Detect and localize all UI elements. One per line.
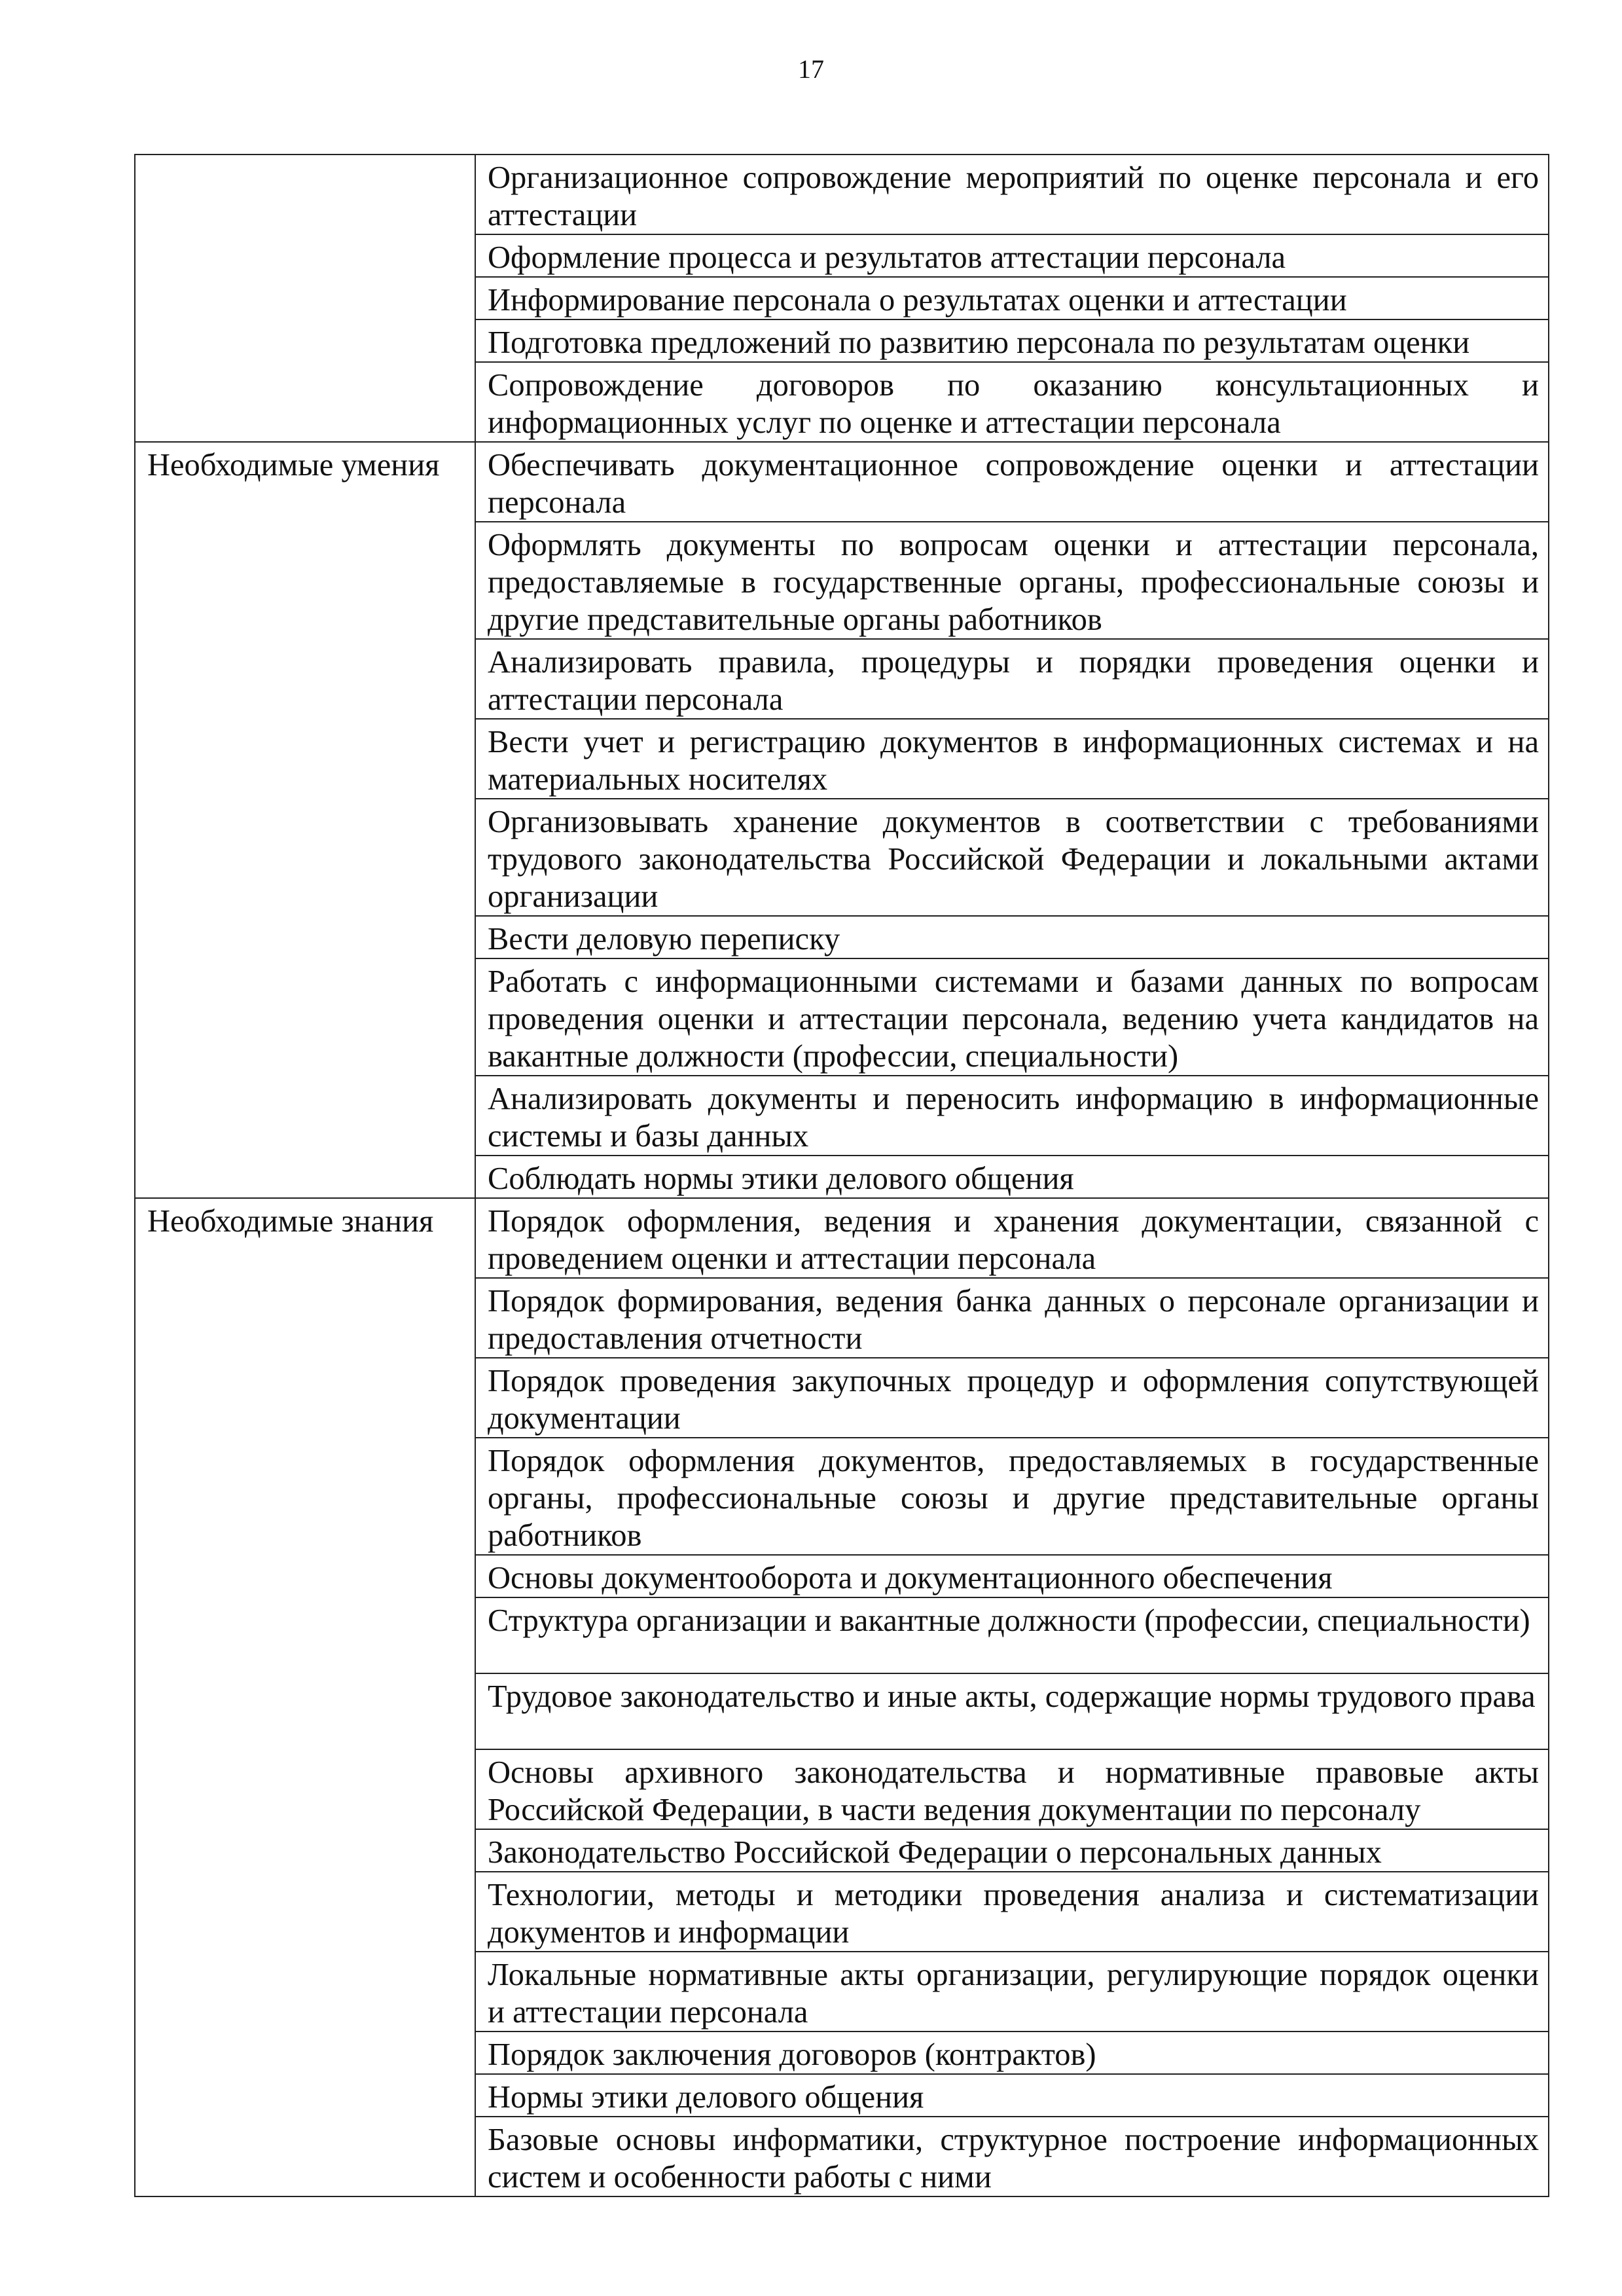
table-cell: Подготовка предложений по развитию персонала по результатам оценки <box>475 319 1549 362</box>
requirements-table <box>134 154 1549 2197</box>
table-cell: Организовывать хранение документов в соответствии с требованиями трудового законодательства Российской Федерации и локальными актами организации <box>475 799 1549 916</box>
table-row <box>135 1198 1549 1278</box>
table-cell: Технологии, методы и методики проведения анализа и систематизации документов и информации <box>475 1872 1549 1952</box>
table-row <box>135 155 1549 234</box>
table-cell: Порядок формирования, ведения банка данных о персонале организации и предоставления отчетности <box>475 1278 1549 1358</box>
table-cell: Порядок оформления, ведения и хранения документации, связанной с проведением оценки и аттестации персонала <box>475 1198 1549 1278</box>
knowledge-label: Необходимые знания <box>135 1198 475 2196</box>
table-cell: Порядок проведения закупочных процедур и оформления сопутствующей документации <box>475 1358 1549 1438</box>
skills-label: Необходимые умения <box>135 442 475 1198</box>
table-cell: Структура организации и вакантные должности (профессии, специальности) <box>475 1597 1549 1673</box>
label-cell-empty <box>135 155 475 442</box>
table-cell: Основы архивного законодательства и нормативные правовые акты Российской Федерации, в части ведения документации по персоналу <box>475 1749 1549 1829</box>
page-number: 17 <box>798 54 824 84</box>
table-cell: Обеспечивать документационное сопровождение оценки и аттестации персонала <box>475 442 1549 522</box>
table-cell: Вести учет и регистрацию документов в информационных системах и на материальных носителях <box>475 719 1549 799</box>
table-cell: Соблюдать нормы этики делового общения <box>475 1156 1549 1198</box>
table-cell: Организационное сопровождение мероприятий по оценке персонала и его аттестации <box>475 155 1549 234</box>
table-cell: Информирование персонала о результатах оценки и аттестации <box>475 277 1549 319</box>
table-cell: Порядок оформления документов, предоставляемых в государственные органы, профессиональные союзы и другие представительные органы работников <box>475 1438 1549 1555</box>
table-cell: Анализировать документы и переносить информацию в информационные системы и базы данных <box>475 1076 1549 1156</box>
table-cell: Базовые основы информатики, структурное построение информационных систем и особенности работы с ними <box>475 2117 1549 2196</box>
table-cell: Работать с информационными системами и базами данных по вопросам проведения оценки и аттестации персонала, ведению учета кандидатов на вакантные должности (профессии, специальности) <box>475 958 1549 1076</box>
table-cell: Сопровождение договоров по оказанию консультационных и информационных услуг по оценке и аттестации персонала <box>475 362 1549 442</box>
table-cell: Трудовое законодательство и иные акты, содержащие нормы трудового права <box>475 1673 1549 1749</box>
table-cell: Оформлять документы по вопросам оценки и аттестации персонала, предоставляемые в государственные органы, профессиональные союзы и другие представительные органы работников <box>475 522 1549 639</box>
table-cell: Законодательство Российской Федерации о персональных данных <box>475 1829 1549 1872</box>
table-cell: Основы документооборота и документационного обеспечения <box>475 1555 1549 1597</box>
table-row <box>135 442 1549 522</box>
table-cell: Вести деловую переписку <box>475 916 1549 958</box>
table-cell: Анализировать правила, процедуры и порядки проведения оценки и аттестации персонала <box>475 639 1549 719</box>
table-cell: Нормы этики делового общения <box>475 2074 1549 2117</box>
table-cell: Порядок заключения договоров (контрактов) <box>475 2032 1549 2074</box>
table-cell: Локальные нормативные акты организации, регулирующие порядок оценки и аттестации персонала <box>475 1952 1549 2032</box>
table-cell: Оформление процесса и результатов аттестации персонала <box>475 234 1549 277</box>
